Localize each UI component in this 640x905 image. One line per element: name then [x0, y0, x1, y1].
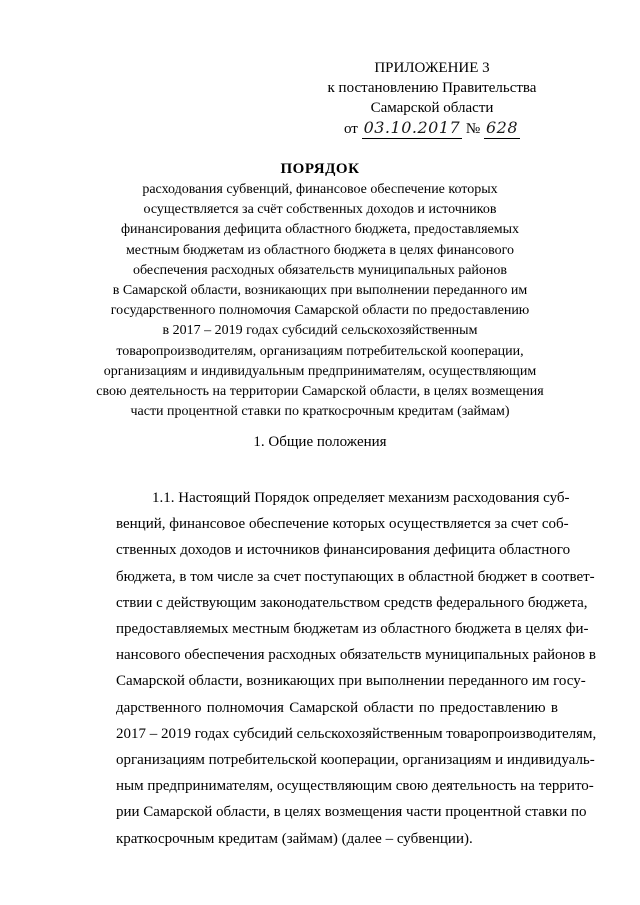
subtitle-line: осуществляется за счёт собственных доходов и источников — [143, 202, 497, 218]
paragraph-line: бюджета, в том числе за счет поступающих в областной бюджет в соответ- — [116, 568, 595, 585]
annex-line-1: к постановлению Правительства — [327, 80, 537, 96]
subtitle-line: государственного полномочия Самарской области по предоставлению — [110, 303, 530, 319]
section-heading: 1. Общие положения — [253, 434, 387, 450]
paragraph-line: предоставляемых местным бюджетам из областного бюджета в целях фи- — [116, 621, 589, 638]
document-subtitle — [60, 180, 580, 422]
paragraph-line: рии Самарской области, в целях возмещения части процентной ставки по — [116, 804, 587, 821]
subtitle-line: части процентной ставки по краткосрочным кредитам (займам) — [130, 404, 510, 420]
annex-title: ПРИЛОЖЕНИЕ 3 — [374, 60, 490, 76]
subtitle-line: организациям и индивидуальным предпринимателям, осуществляющим — [103, 363, 537, 379]
paragraph-line: 1.1. Настоящий Порядок определяет механизм расходования суб- — [152, 490, 570, 506]
annex-block — [322, 58, 542, 139]
handwritten-date: 03.10.2017 — [363, 118, 461, 137]
subtitle-line: в 2017 – 2019 годах субсидий сельскохозяйственным — [162, 323, 478, 339]
document-title: ПОРЯДОК — [280, 161, 360, 177]
subtitle-line: в Самарской области, возникающих при выполнении переданного им — [112, 283, 528, 299]
paragraph-line: нансового обеспечения расходных обязательств муниципальных районов в — [116, 647, 596, 664]
subtitle-line: расходования субвенций, финансовое обеспечение которых — [142, 182, 498, 197]
paragraph-line: ствии с действующим законодательством средств федерального бюджета, — [116, 594, 588, 611]
paragraph-line: 2017 – 2019 годах субсидий сельскохозяйственным товаропроизводителям, — [116, 725, 597, 742]
subtitle-line: местным бюджетам из областного бюджета в целях финансового — [125, 242, 515, 258]
subtitle-line: обеспечения расходных обязательств муниципальных районов — [132, 262, 508, 278]
annex-line-2: Самарской области — [370, 100, 494, 116]
paragraph-line: организациям потребительской кооперации, организациям и индивидуаль- — [116, 752, 595, 769]
paragraph-line: краткосрочным кредитам (займам) (далее – субвенции). — [116, 830, 473, 847]
paragraph-line: дарственного полномочия Самарской области по предоставлению в — [116, 699, 558, 716]
paragraph-1-1 — [116, 485, 597, 852]
date-prefix: от — [343, 121, 358, 137]
paragraph-line: венций, финансовое обеспечение которых осуществляется за счет соб- — [116, 516, 569, 533]
handwritten-number: 628 — [485, 118, 519, 137]
annex-date-line — [322, 118, 542, 139]
paragraph-line: ным предпринимателям, осуществляющим свою деятельность на террито- — [116, 778, 594, 795]
subtitle-line: свою деятельность на территории Самарской области, в целях возмещения — [96, 384, 544, 400]
subtitle-line: финансирования дефицита областного бюджета, предоставляемых — [120, 222, 520, 238]
subtitle-line: товаропроизводителям, организациям потребительской кооперации, — [116, 343, 524, 359]
paragraph-line: Самарской области, возникающих при выполнении переданного им госу- — [116, 673, 586, 690]
paragraph-line: ственных доходов и источников финансирования дефицита областного — [116, 542, 571, 559]
number-prefix: № — [465, 121, 481, 137]
